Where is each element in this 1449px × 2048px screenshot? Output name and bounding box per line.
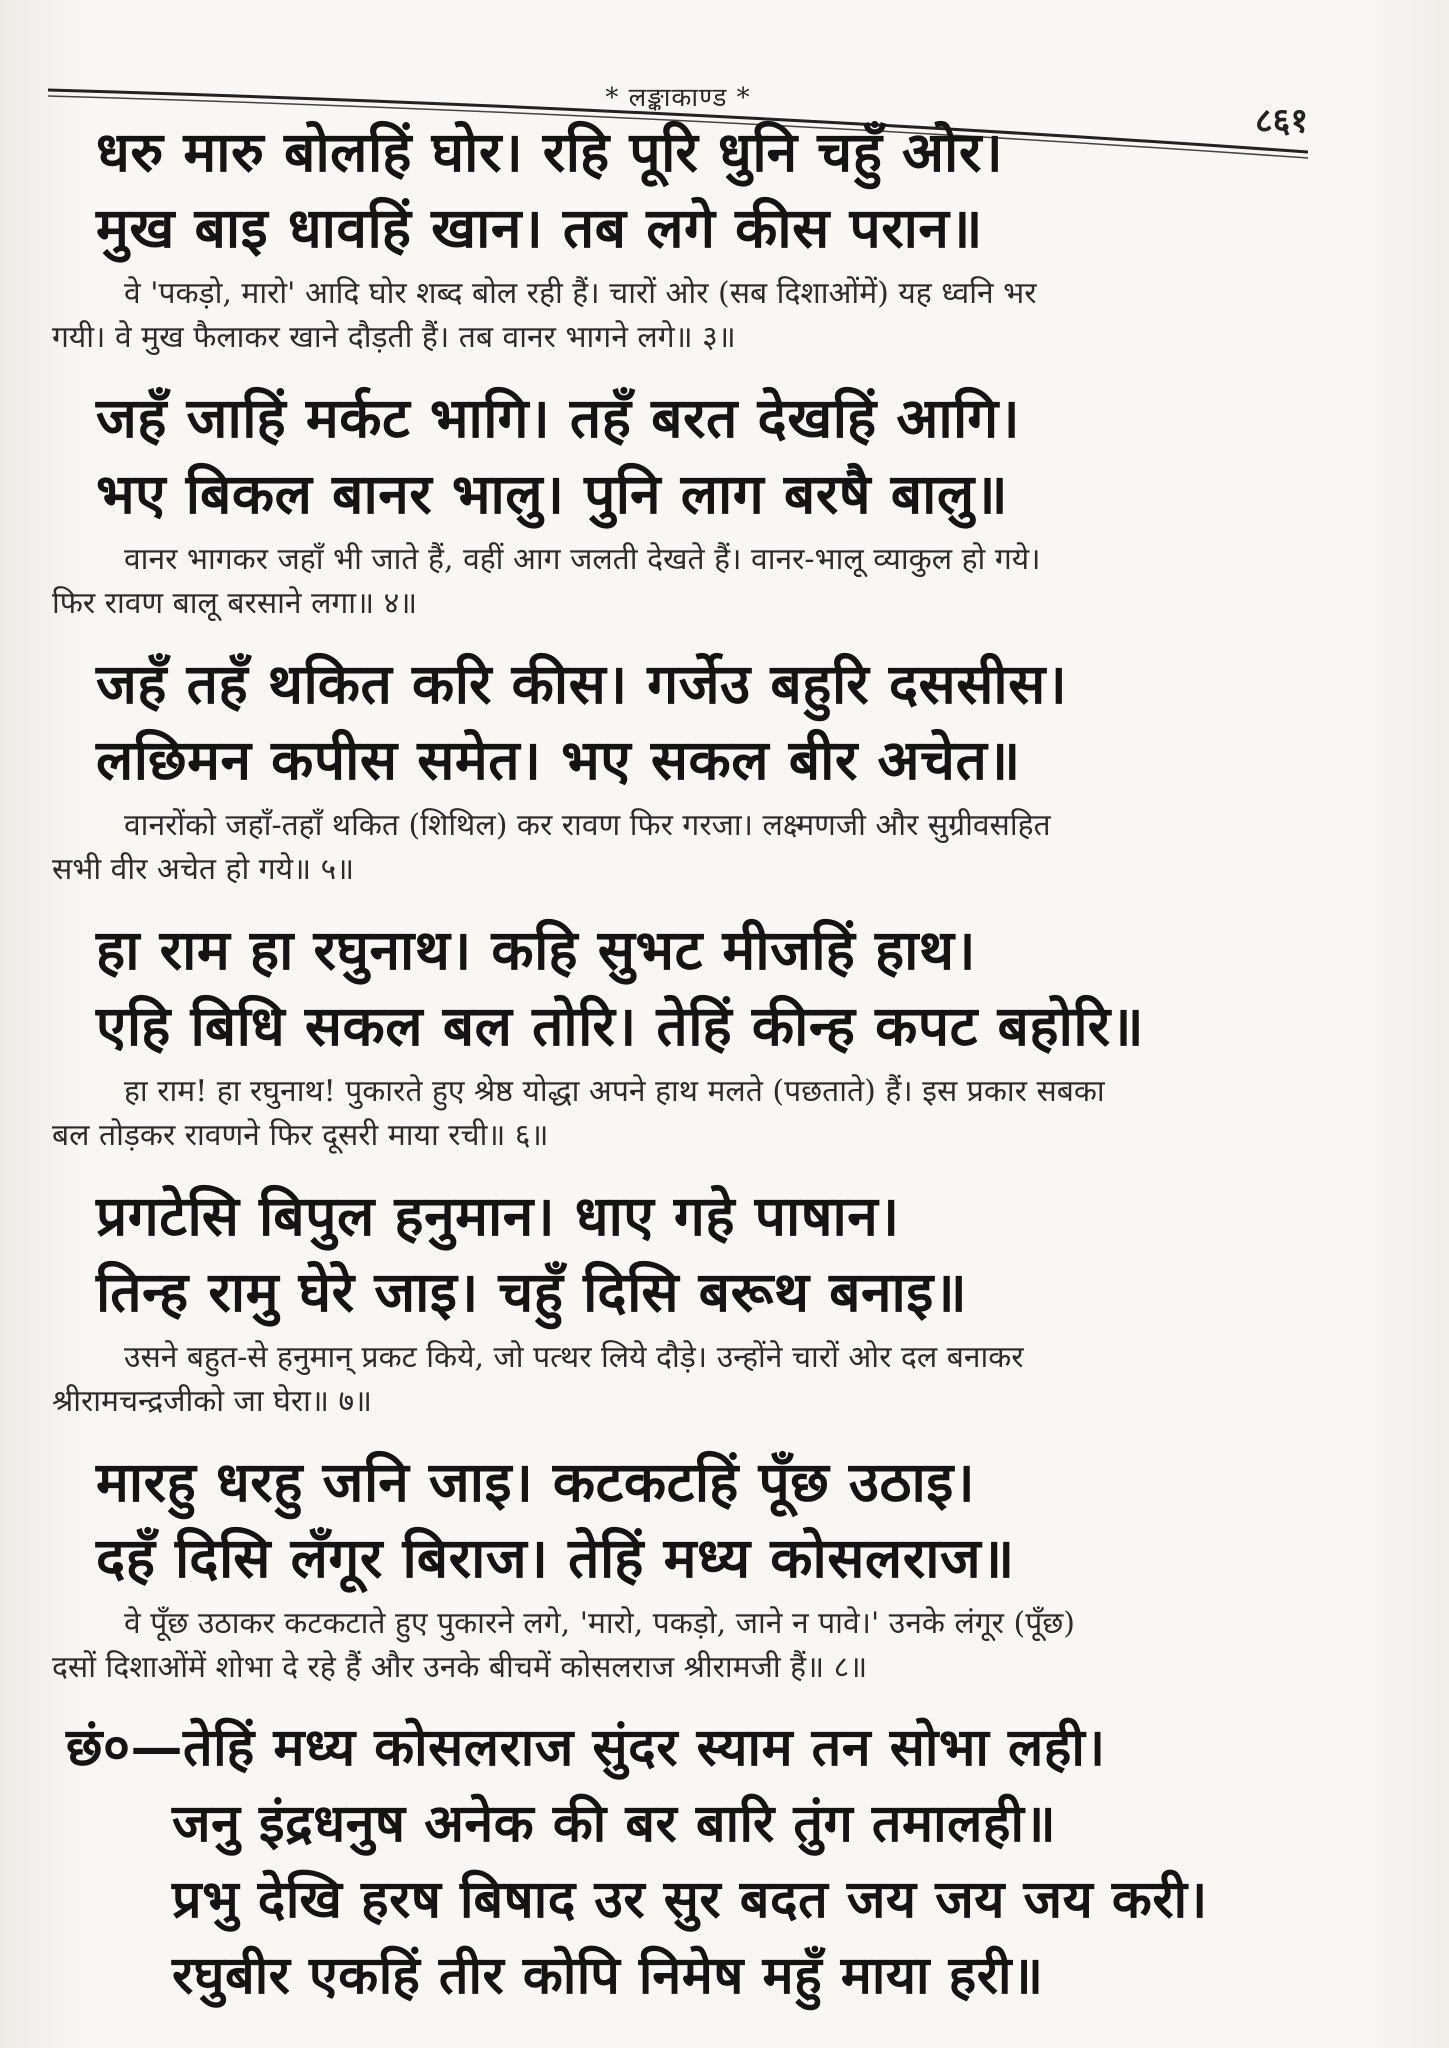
verse-line: लछिमन कपीस समेत। भए सकल बीर अचेत॥ xyxy=(96,727,1021,792)
meaning-line: बल तोड़कर रावणने फिर दूसरी माया रची॥ ६॥ xyxy=(52,1118,549,1153)
meaning-line: श्रीरामचन्द्रजीको जा घेरा॥ ७॥ xyxy=(52,1384,373,1419)
verse-meaning xyxy=(52,272,1326,360)
verse-line: मारहु धरहु जनि जाइ। कटकटहिं पूँछ उठाइ। xyxy=(96,1449,976,1514)
chhand-line: छं०—तेहिं मध्य कोसलराज सुंदर स्याम तन सोभा लही। xyxy=(66,1717,1106,1778)
verse-line: जहँ जाहिं मर्कट भागि। तहँ बरत देखहिं आगि। xyxy=(96,385,1021,450)
verse-line: दहँ दिसि लँगूर बिराज। तेहिं मध्य कोसलराज॥ xyxy=(96,1525,1015,1590)
verse-block-6 xyxy=(52,912,1326,1158)
meaning-line: उसने बहुत-से हनुमान् प्रकट किये, जो पत्थर लिये दौड़े। उन्होंने चारों ओर दल बनाकर xyxy=(124,1340,1024,1375)
chhand-line: प्रभु देखि हरष बिषाद उर सुर बदत जय जय जय करी। xyxy=(172,1869,1208,1930)
meaning-line: वे पूँछ उठाकर कटकटाते हुए पुकारने लगे, 'मारो, पकड़ो, जाने न पावे।' उनके लंगूर (पूँछ) xyxy=(124,1606,1075,1641)
chhand-line: जनु इंद्रधनुष अनेक की बर बारि तुंग तमालही॥ xyxy=(172,1793,1057,1854)
verse-meaning xyxy=(52,1602,1326,1690)
chhand-line: रघुबीर एकहिं तीर कोपि निमेष महुँ माया हरी॥ xyxy=(172,1945,1044,2006)
meaning-line: दसों दिशाओंमें शोभा दे रहे हैं और उनके बीचमें कोसलराज श्रीरामजी हैं॥ ८॥ xyxy=(52,1650,868,1685)
verse-line: मुख बाइ धावहिं खान। तब लगे कीस परान॥ xyxy=(96,195,983,260)
meaning-line: वानरोंको जहाँ-तहाँ थकित (शिथिल) कर रावण फिर गरजा। लक्ष्मणजी और सुग्रीवसहित xyxy=(124,808,1051,843)
verse-line: तिन्ह रामु घेरे जाइ। चहुँ दिसि बरूथ बनाइ॥ xyxy=(96,1259,968,1324)
meaning-line: वे 'पकड़ो, मारो' आदि घोर शब्द बोल रही हैं। चारों ओर (सब दिशाओंमें) यह ध्वनि भर xyxy=(124,276,1037,311)
verse-meaning xyxy=(52,1070,1326,1158)
verse-line: प्रगटेसि बिपुल हनुमान। धाए गहे पाषान। xyxy=(96,1183,900,1248)
verse-block-3 xyxy=(52,114,1326,360)
verse-line: हा राम हा रघुनाथ। कहि सुभट मीजहिं हाथ। xyxy=(96,917,976,982)
verse-block-8 xyxy=(52,1444,1326,1690)
running-head: * लङ्काकाण्ड * xyxy=(605,83,751,113)
verse-meaning xyxy=(52,538,1326,626)
verse-line: एहि बिधि सकल बल तोरि। तेहिं कीन्ह कपट बहोरि॥ xyxy=(96,993,1145,1058)
meaning-line: गयी। वे मुख फैलाकर खाने दौड़ती हैं। तब वानर भागने लगे॥ ३॥ xyxy=(52,320,736,355)
verse-block-7 xyxy=(52,1178,1326,1424)
verse-meaning xyxy=(52,1336,1326,1424)
verse-block-4 xyxy=(52,380,1326,626)
page-content xyxy=(52,110,1326,2014)
meaning-line: हा राम! हा रघुनाथ! पुकारते हुए श्रेष्ठ योद्धा अपने हाथ मलते (पछताते) हैं। इस प्रकार सबका xyxy=(124,1074,1105,1109)
verse-line: धरु मारु बोलहिं घोर। रहि पूरि धुनि चहुँ ओर। xyxy=(96,119,1004,184)
verse-line: भए बिकल बानर भालु। पुनि लाग बरषै बालु॥ xyxy=(96,461,1009,526)
chhand-block xyxy=(66,1710,1326,2014)
verse-block-5 xyxy=(52,646,1326,892)
verse-line: जहँ तहँ थकित करि कीस। गर्जेउ बहुरि दससीस। xyxy=(96,651,1068,716)
meaning-line: वानर भागकर जहाँ भी जाते हैं, वहीं आग जलती देखते हैं। वानर-भालू व्याकुल हो गये। xyxy=(124,542,1041,577)
meaning-line: सभी वीर अचेत हो गये॥ ५॥ xyxy=(52,852,355,887)
verse-meaning xyxy=(52,804,1326,892)
meaning-line: फिर रावण बालू बरसाने लगा॥ ४॥ xyxy=(52,586,418,621)
page-number: ८६१ xyxy=(1254,101,1308,141)
